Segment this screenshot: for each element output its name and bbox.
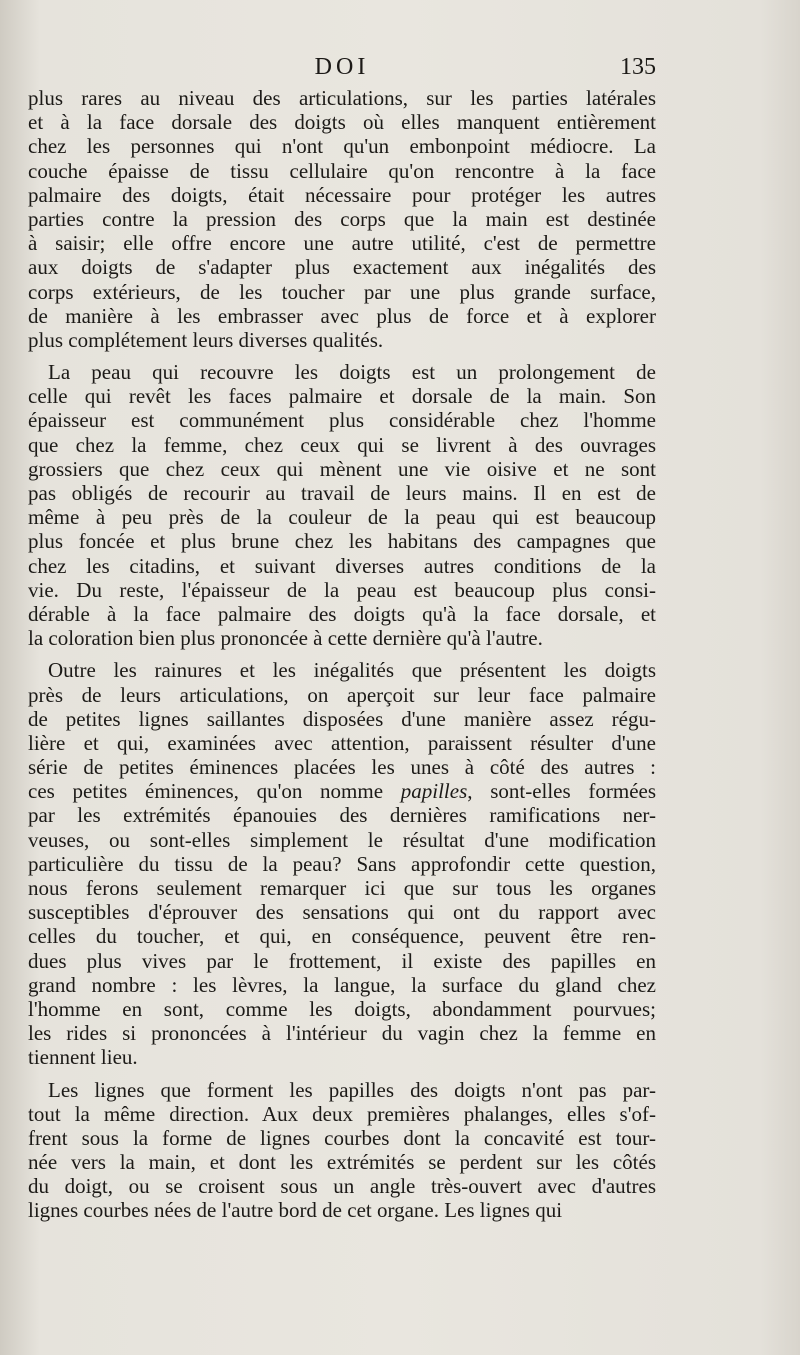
text-line: tiennent lieu. bbox=[28, 1045, 138, 1070]
text-line: dérable à la face palmaire des doigts qu'à la face dorsale, et bbox=[28, 601, 656, 626]
text-line: lignes courbes nées de l'autre bord de cet organe. Les lignes qui bbox=[28, 1198, 563, 1223]
text-line: celles du toucher, et qui, en conséquence, peuvent être ren- bbox=[28, 924, 656, 949]
text-line: de manière à les embrasser avec plus de force et à explorer bbox=[28, 303, 656, 328]
paragraph bbox=[28, 1078, 656, 1223]
paragraph bbox=[28, 658, 656, 1069]
body-text bbox=[28, 86, 656, 1223]
text-line: l'homme en sont, comme les doigts, abondamment pourvues; bbox=[28, 996, 656, 1021]
text-line: épaisseur est communément plus considérable chez l'homme bbox=[28, 408, 656, 433]
running-head bbox=[28, 54, 656, 88]
text-line: par les extrémités épanouies des dernières ramifications ner- bbox=[28, 803, 656, 828]
text-line: particulière du tissu de la peau? Sans approfondir cette question, bbox=[28, 851, 656, 876]
text-line: aux doigts de s'adapter plus exactement aux inégalités des bbox=[28, 255, 656, 280]
text-line: corps extérieurs, de les toucher par une plus grande surface, bbox=[28, 279, 656, 304]
text-line: chez les citadins, et suivant diverses autres conditions de la bbox=[28, 553, 656, 578]
text-line: et à la face dorsale des doigts où elles manquent entièrement bbox=[28, 110, 656, 135]
text-line: de petites lignes saillantes disposées d'une manière assez régu- bbox=[28, 706, 656, 731]
text-line: Outre les rainures et les inégalités que présentent les doigts bbox=[48, 658, 656, 683]
text-line: plus rares au niveau des articulations, sur les parties latérales bbox=[28, 86, 656, 110]
text-line: plus foncée et plus brune chez les habitans des campagnes que bbox=[28, 529, 656, 554]
paragraph bbox=[28, 86, 656, 352]
text-line: veuses, ou sont-elles simplement le résultat d'une modification bbox=[28, 827, 656, 852]
text-line: lière et qui, examinées avec attention, paraissent résulter d'une bbox=[28, 730, 656, 755]
text-line: près de leurs articulations, on aperçoit sur leur face palmaire bbox=[28, 682, 656, 707]
text-line: pas obligés de recourir au travail de leurs mains. Il en est de bbox=[28, 481, 656, 505]
text-line: chez les personnes qui n'ont qu'un embonpoint médiocre. La bbox=[28, 134, 656, 159]
text-line: vie. Du reste, l'épaisseur de la peau est beaucoup plus consi- bbox=[28, 577, 656, 602]
paragraph bbox=[28, 360, 656, 650]
text-line: que chez la femme, chez ceux qui se livrent à des ouvrages bbox=[28, 432, 656, 457]
text-line: du doigt, ou se croisent sous un angle très-ouvert avec d'autres bbox=[28, 1174, 656, 1199]
text-line: dues plus vives par le frottement, il existe des papilles en bbox=[28, 948, 656, 973]
text-line: plus complétement leurs diverses qualités. bbox=[28, 327, 384, 352]
text-line: couche épaisse de tissu cellulaire qu'on rencontre à la face bbox=[28, 158, 656, 183]
page-number: 135 bbox=[620, 54, 656, 80]
text-line: celle qui revêt les faces palmaire et dorsale de la main. Son bbox=[28, 384, 656, 409]
text-line: La peau qui recouvre les doigts est un prolongement de bbox=[48, 360, 656, 385]
text-line: à saisir; elle offre encore une autre utilité, c'est de permettre bbox=[28, 231, 656, 256]
text-line: grand nombre : les lèvres, la langue, la surface du gland chez bbox=[28, 972, 656, 997]
text-line: tout la même direction. Aux deux premières phalanges, elles s'of- bbox=[28, 1101, 656, 1126]
text-line: susceptibles d'éprouver des sensations qui ont du rapport avec bbox=[28, 900, 656, 925]
text-line: palmaire des doigts, était nécessaire pour protéger les autres bbox=[28, 182, 656, 207]
text-line: nous ferons seulement remarquer ici que sur tous les organes bbox=[28, 876, 656, 900]
text-line: grossiers que chez ceux qui mènent une vie oisive et ne sont bbox=[28, 456, 656, 481]
text-line: ces petites éminences, qu'on nomme papilles, sont-elles formées bbox=[28, 779, 657, 804]
text-line: les rides si prononcées à l'intérieur du vagin chez la femme en bbox=[28, 1021, 656, 1046]
text-line: la coloration bien plus prononcée à cette dernière qu'à l'autre. bbox=[28, 626, 543, 651]
text-line: née vers la main, et dont les extrémités se perdent sur les côtés bbox=[28, 1150, 656, 1175]
text-line: parties contre la pression des corps que la main est destinée bbox=[28, 206, 656, 231]
running-title: DOI bbox=[314, 54, 370, 80]
text-line: Les lignes que forment les papilles des doigts n'ont pas par- bbox=[48, 1077, 656, 1102]
text-line: série de petites éminences placées les unes à côté des autres : bbox=[28, 755, 656, 780]
text-line: frent sous la forme de lignes courbes dont la concavité est tour- bbox=[28, 1125, 656, 1150]
text-line: même à peu près de la couleur de la peau qui est beaucoup bbox=[28, 505, 656, 530]
